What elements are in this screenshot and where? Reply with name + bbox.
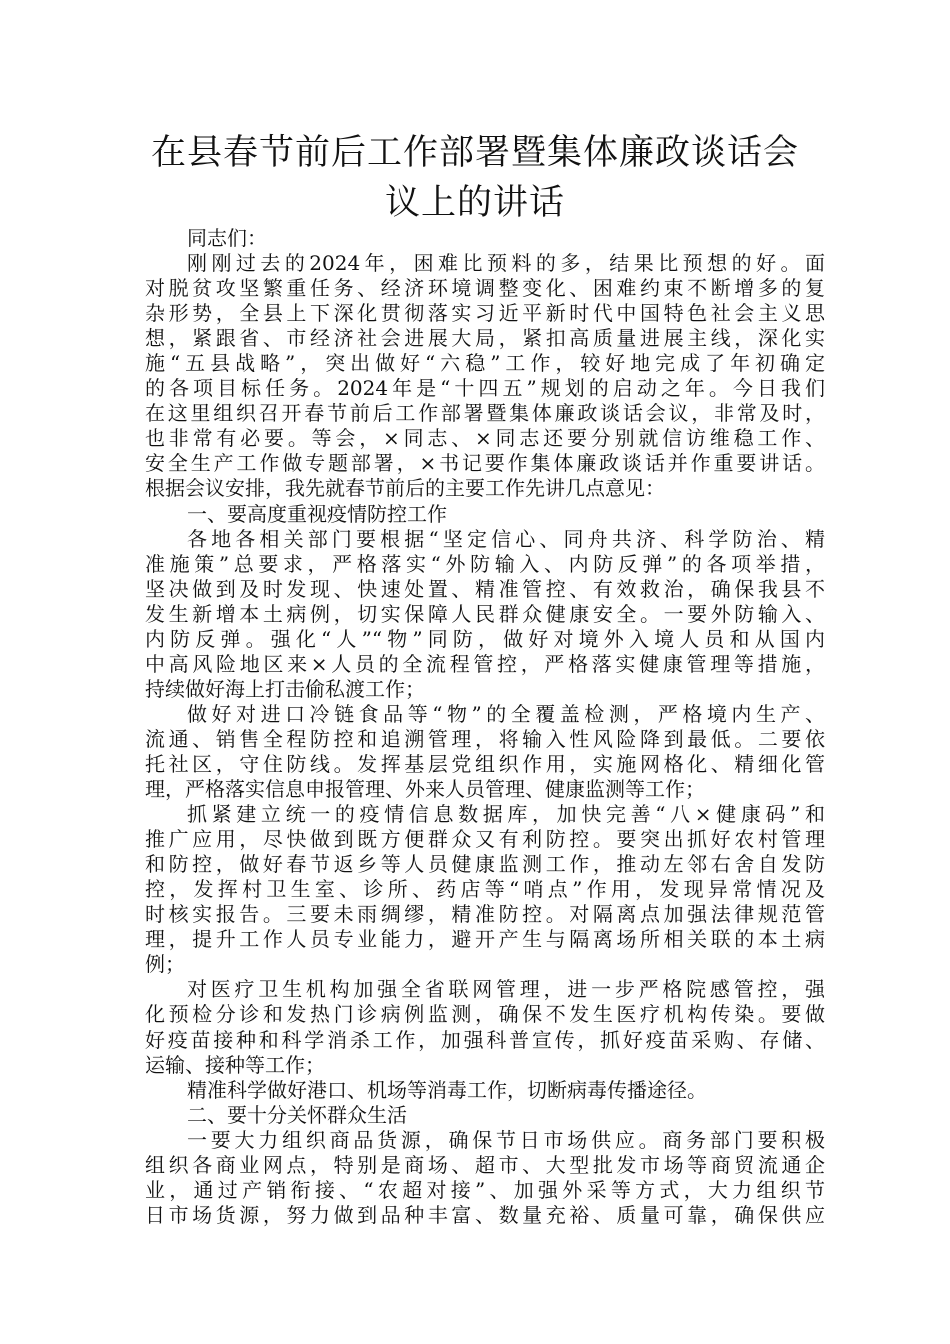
text-line: 刚刚过去的2024年，困难比预料的多，结果比预想的好。面 — [187, 251, 825, 276]
text-line: 根据会议安排，我先就春节前后的主要工作先讲几点意见： — [145, 476, 665, 501]
text-line: 各地各相关部门要根据“坚定信心、同舟共济、科学防治、精 — [187, 526, 825, 551]
text-line: 想，紧跟省、市经济社会进展大局，紧扣高质量进展主线，深化实 — [145, 326, 825, 351]
text-line: 例； — [145, 952, 185, 977]
text-line: 抓紧建立统一的疫情信息数据库，加快完善“八×健康码”和 — [187, 802, 825, 827]
text-line: 的各项目标任务。2024年是“十四五”规划的启动之年。今日我们 — [145, 376, 825, 401]
text-line: 对医疗卫生机构加强全省联网管理，进一步严格院感管控，强 — [187, 977, 825, 1002]
text-line: 推广应用，尽快做到既方便群众又有利防控。要突出抓好农村管理 — [145, 827, 825, 852]
text-line: 坚决做到及时发现、快速处置、精准管控、有效救治，确保我县不 — [145, 576, 825, 601]
text-line: 发生新增本土病例，切实保障人民群众健康安全。一要外防输入、 — [145, 601, 825, 626]
text-line: 杂形势，全县上下深化贯彻落实习近平新时代中国特色社会主义思 — [145, 301, 825, 326]
text-line: 理，严格落实信息申报管理、外来人员管理、健康监测等工作； — [145, 777, 705, 802]
text-line: 运输、接种等工作； — [145, 1052, 325, 1077]
text-line: 施“五县战略”，突出做好“六稳”工作，较好地完成了年初确定 — [145, 351, 825, 376]
text-line: 也非常有必要。等会，×同志、×同志还要分别就信访维稳工作、 — [145, 426, 825, 451]
document-body — [145, 226, 825, 1228]
document-title-line-1: 在县春节前后工作部署暨集体廉政谈话会 — [150, 133, 799, 173]
document-title-line-2: 议上的讲话 — [384, 183, 565, 223]
text-line: 控，发挥村卫生室、诊所、药店等“哨点”作用，发现异常情况及 — [145, 877, 825, 902]
text-line: 同志们： — [187, 226, 267, 250]
text-line: 在这里组织召开春节前后工作部署暨集体廉政谈话会议，非常及时， — [145, 401, 825, 426]
text-line: 做好对进口冷链食品等“物”的全覆盖检测，严格境内生产、 — [187, 701, 825, 726]
text-line: 流通、销售全程防控和追溯管理，将输入性风险降到最低。二要依 — [145, 726, 825, 751]
text-line: 安全生产工作做专题部署，×书记要作集体廉政谈话并作重要讲话。 — [145, 451, 825, 476]
text-line: 化预检分诊和发热门诊病例监测，确保不发生医疗机构传染。要做 — [145, 1002, 825, 1027]
text-line: 对脱贫攻坚繁重任务、经济环境调整变化、困难约束不断增多的复 — [145, 276, 825, 301]
text-line: 理，提升工作人员专业能力，避开产生与隔离场所相关联的本土病 — [145, 927, 825, 952]
text-line: 托社区，守住防线。发挥基层党组织作用，实施网格化、精细化管 — [145, 751, 825, 776]
text-line: 精准科学做好港口、机场等消毒工作，切断病毒传播途径。 — [187, 1077, 707, 1102]
text-line: 准施策”总要求，严格落实“外防输入、内防反弹”的各项举措， — [145, 551, 825, 576]
text-line: 一要大力组织商品货源，确保节日市场供应。商务部门要积极 — [187, 1127, 825, 1152]
text-line: 时核实报告。三要未雨绸缪，精准防控。对隔离点加强法律规范管 — [145, 902, 825, 927]
text-line: 日市场货源，努力做到品种丰富、数量充裕、质量可靠，确保供应 — [145, 1202, 825, 1227]
text-line: 中高风险地区来×人员的全流程管控，严格落实健康管理等措施， — [145, 651, 825, 676]
text-line: 好疫苗接种和科学消杀工作，加强科普宣传，抓好疫苗采购、存储、 — [145, 1027, 825, 1052]
text-line: 内防反弹。强化“人”“物”同防，做好对境外入境人员和从国内 — [145, 626, 825, 651]
text-line: 二、要十分关怀群众生活 — [187, 1102, 407, 1127]
text-line: 组织各商业网点，特别是商场、超市、大型批发市场等商贸流通企 — [145, 1152, 825, 1177]
text-line: 一、要高度重视疫情防控工作 — [187, 501, 447, 526]
text-line: 和防控，做好春节返乡等人员健康监测工作，推动左邻右舍自发防 — [145, 852, 825, 877]
text-line: 持续做好海上打击偷私渡工作； — [145, 676, 425, 701]
text-line: 业，通过产销衔接、“农超对接”、加强外采等方式，大力组织节 — [145, 1177, 825, 1202]
